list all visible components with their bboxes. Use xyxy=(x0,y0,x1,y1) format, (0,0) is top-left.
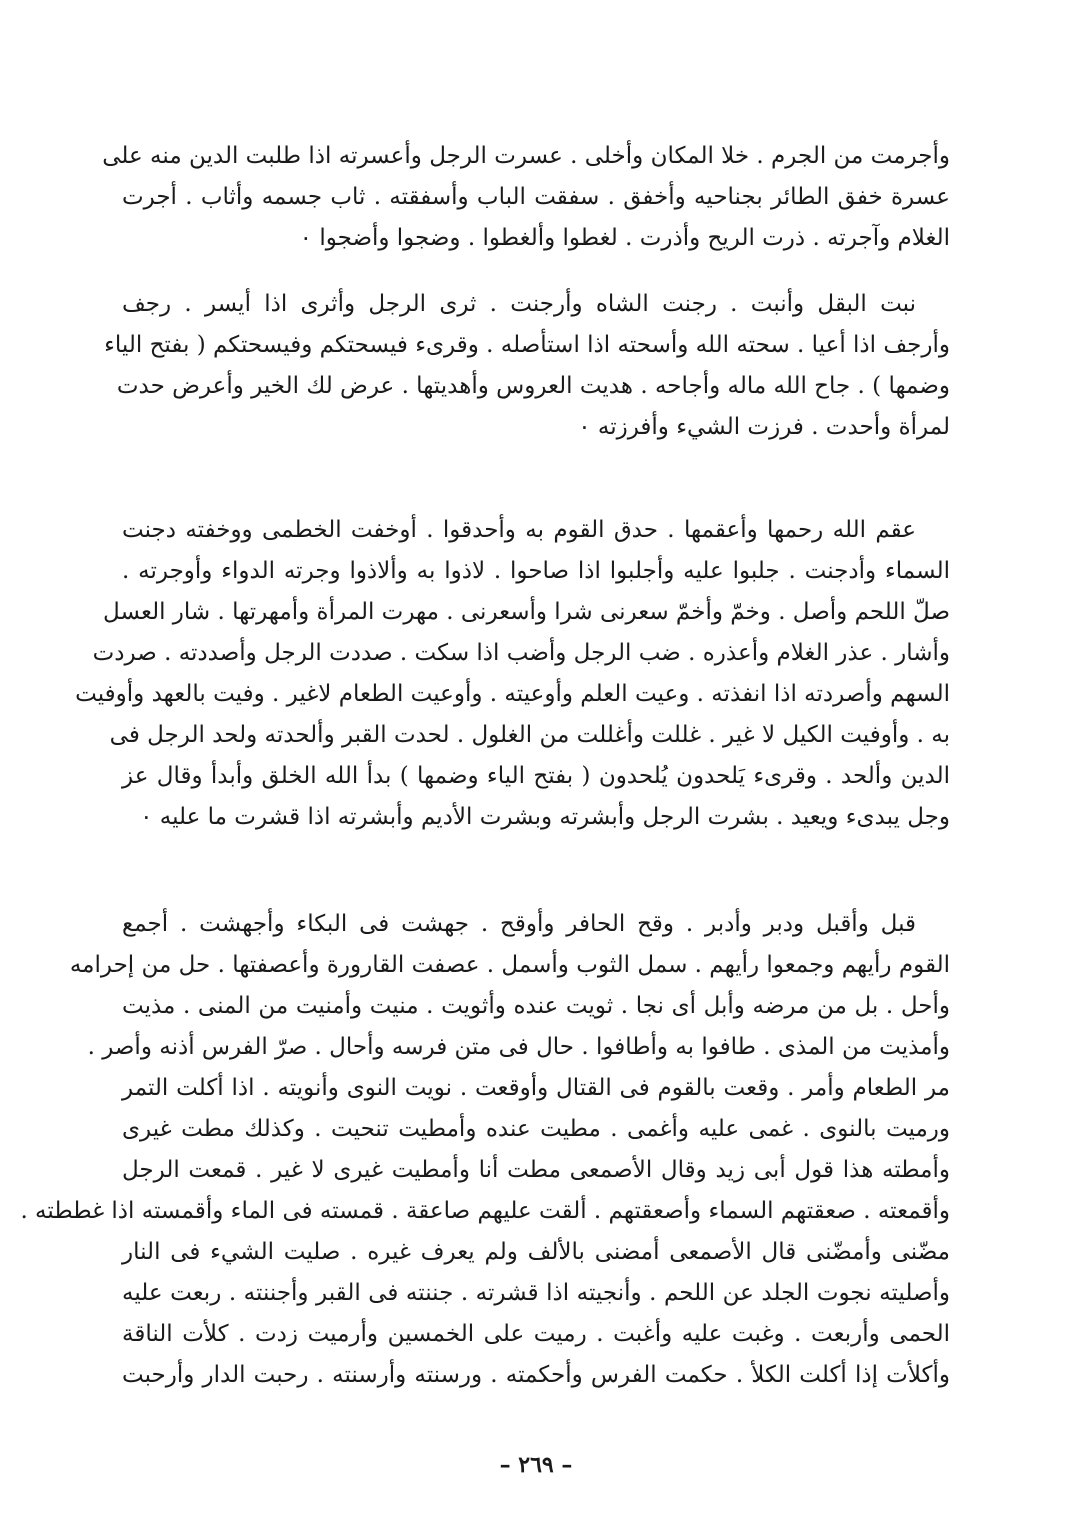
text-line: صلّ اللحم وأصل . وخمّ وأخمّ سعرنى شرا وأسعرنى . مهرت المرأة وأمهرتها . شار العسل xyxy=(103,599,950,625)
text-line: عسرة خفق الطائر بجناحيه وأخفق . سفقت الباب وأسفقته . ثاب جسمه وأثاب . أجرت xyxy=(122,184,950,210)
text-line: مضّنى وأمضّنى قال الأصمعى أمضنى بالألف ولم يعرف غيره . صليت الشيء فى النار xyxy=(122,1239,950,1265)
text-line: وأمطته هذا قول أبى زيد وقال الأصمعى مطت أنا وأمطيت غيرى لا غير . قمعت الرجل xyxy=(122,1157,950,1183)
text-line: وضمها ) . جاح الله ماله وأجاحه . هديت العروس وأهديتها . عرض لك الخير وأعرض حدت xyxy=(116,373,950,399)
text-line: وجل يبدىء ويعيد . بشرت الرجل وأبشرته وبشرت الأديم وأبشرته اذا قشرت ما عليه ٠ xyxy=(140,804,950,830)
text-line: وأكلأت إذا أكلت الكلأ . حكمت الفرس وأحكمته . ورسنته وأرسنته . رحبت الدار وأرحبت xyxy=(122,1362,950,1388)
text-line: وأمذيت من المذى . طافوا به وأطافوا . حال فى متن فرسه وأحال . صرّ الفرس أذنه وأصر . xyxy=(87,1034,950,1060)
text-line: الغلام وآجرته . ذرت الريح وأذرت . لغطوا وألغطوا . وضجوا وأضجوا ٠ xyxy=(299,225,950,251)
text-line: لمرأة وأحدت . فرزت الشيء وأفرزته ٠ xyxy=(578,414,950,440)
text-line: قبل وأقبل ودبر وأدبر . وقح الحافر وأوقح . جهشت فى البكاء وأجهشت . أجمع xyxy=(122,911,916,937)
page-number: – ٢٦٩ – xyxy=(499,1452,573,1478)
text-line: وأحل . بل من مرضه وأبل أى نجا . ثويت عنده وأثويت . منيت وأمنيت من المنى . مذيت xyxy=(122,993,950,1019)
text-line: السهم وأصردته اذا انفذته . وعيت العلم وأوعيته . وأوعيت الطعام لاغير . وفيت بالعهد وأوفيت xyxy=(75,681,950,707)
paragraph-4 xyxy=(20,904,950,1396)
text-line: ورميت بالنوى . غمى عليه وأغمى . مطيت عنده وأمطيت تنحيت . وكذلك مطت غيرى xyxy=(122,1116,950,1142)
text-line: وأجرمت من الجرم . خلا المكان وأخلى . عسرت الرجل وأعسرته اذا طلبت الدين منه على xyxy=(102,143,950,169)
text-line: عقم الله رحمها وأعقمها . حدق القوم به وأحدقوا . أوخفت الخطمى ووخفته دجنت xyxy=(122,517,916,543)
text-line: الحمى وأربعت . وغبت عليه وأغبت . رميت على الخمسين وأرميت زدت . كلأت الناقة xyxy=(122,1321,950,1347)
text-line: وأصليته نجوت الجلد عن اللحم . وأنجيته اذا قشرته . جننته فى القبر وأجننته . ربعت عليه xyxy=(122,1280,950,1306)
text-line: الدين وألحد . وقرىء يَلحدون يُلحدون ( بفتح الياء وضمها ) بدأ الله الخلق وأبدأ وقال عز xyxy=(122,763,950,789)
text-line: وأقمعته . صعقتهم السماء وأصعقتهم . ألقت عليهم صاعقة . قمسته فى الماء وأقمسته اذا غططته . xyxy=(20,1198,950,1224)
text-line: القوم رأيهم وجمعوا رأيهم . سمل الثوب وأسمل . عصفت القارورة وأعصفتها . حل من إحرامه xyxy=(69,952,950,978)
paragraph-1 xyxy=(102,136,950,259)
text-line: وأرجف اذا أعيا . سحته الله وأسحته اذا استأصله . وقرىء فيسحتكم وفيسحتكم ( بفتح الياء xyxy=(104,332,950,358)
paragraph-2 xyxy=(104,284,950,448)
paragraph-3 xyxy=(75,510,950,838)
text-line: به . وأوفيت الكيل لا غير . غللت وأغللت من الغلول . لحدت القبر وألحدته ولحد الرجل فى xyxy=(109,722,950,748)
text-line: نبت البقل وأنبت . رجنت الشاه وأرجنت . ثرى الرجل وأثرى اذا أيسر . رجف xyxy=(122,291,916,317)
text-line: السماء وأدجنت . جلبوا عليه وأجلبوا اذا صاحوا . لاذوا به وألاذوا وجرته الدواء وأوجرته . xyxy=(122,558,950,584)
text-line: وأشار . عذر الغلام وأعذره . ضب الرجل وأضب اذا سكت . صددت الرجل وأصددته . صردت xyxy=(92,640,950,666)
text-line: مر الطعام وأمر . وقعت بالقوم فى القتال وأوقعت . نويت النوى وأنويته . اذا أكلت التمر xyxy=(122,1075,950,1101)
